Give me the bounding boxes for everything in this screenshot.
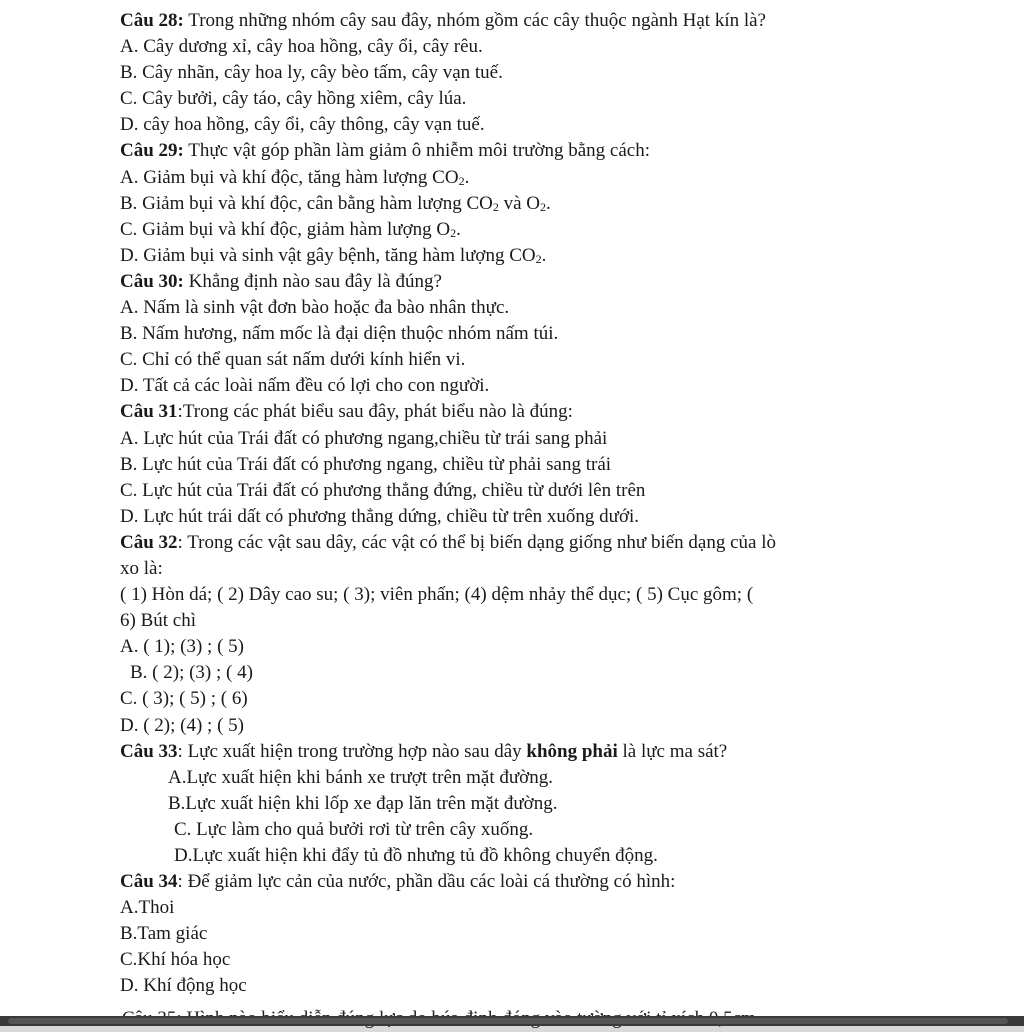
option-b: B.Lực xuất hiện khi lốp xe đạp lăn trên mặt đường.: [168, 792, 558, 814]
option-d: D.Lực xuất hiện khi đẩy tủ đồ nhưng tủ đồ không chuyển động.: [174, 845, 658, 866]
scrollbar-thumb[interactable]: [8, 1018, 1008, 1024]
emphasis: không phải: [526, 740, 618, 762]
option-c: C. Lực làm cho quả bưởi rơi từ trên cây xuống.: [174, 818, 534, 840]
option-c: C. Cây bưởi, cây táo, cây hồng xiêm, cây lúa.: [120, 88, 467, 110]
question-label: Câu 32: [120, 531, 178, 553]
option-c: C.Khí hóa học: [120, 949, 231, 971]
option-d: D. Khí động học: [120, 975, 247, 997]
question-32-items-continued: 6) Bút chì: [120, 610, 196, 632]
option-b: B. Cây nhãn, cây hoa ly, cây bèo tấm, cây vạn tuế.: [120, 62, 503, 84]
option-d: D. ( 2); (4) ; ( 5): [120, 714, 244, 736]
option-a: A. Giảm bụi và khí độc, tăng hàm lượng $CO_2$.: [120, 166, 470, 188]
option-d: D. Tất cả các loài nấm đều có lợi cho con người.: [120, 375, 490, 397]
question-label: Câu 30:: [120, 270, 184, 292]
question-30: Câu 30: Khẳng định nào sau đây là đúng?: [120, 270, 442, 292]
option-a: A. ( 1); (3) ; ( 5): [120, 636, 244, 658]
document-content: [120, 8, 920, 1000]
option-b: B.Tam giác: [120, 923, 208, 945]
question-32: Câu 32: Trong các vật sau dây, các vật có thể bị biến dạng giống như biến dạng của lò: [120, 531, 776, 553]
option-a: A. Cây dương xỉ, cây hoa hồng, cây ổi, cây rêu.: [120, 36, 483, 58]
option-c: C. Chỉ có thể quan sát nấm dưới kính hiển vi.: [120, 349, 466, 371]
horizontal-scrollbar[interactable]: [0, 1016, 1024, 1026]
question-label: Câu 31: [120, 401, 178, 423]
question-label: Câu 34: [120, 871, 178, 893]
question-33: Câu 33: Lực xuất hiện trong trường hợp nào sau dây không phải là lực ma sát?: [120, 740, 728, 762]
option-d: D. Lực hút trái dất có phương thẳng dứng, chiều từ trên xuống dưới.: [120, 505, 640, 527]
option-b: B. ( 2); (3) ; ( 4): [130, 662, 253, 684]
option-a: A.Thoi: [120, 897, 175, 919]
option-b: B. Nấm hương, nấm mốc là đại diện thuộc nhóm nấm túi.: [120, 323, 559, 345]
question-label: Câu 33: [120, 740, 178, 762]
question-32-continued: xo là:: [120, 557, 163, 579]
question-28: Câu 28: Trong những nhóm cây sau đây, nhóm gồm các cây thuộc ngành Hạt kín là?: [120, 10, 766, 31]
option-c: C. Lực hút của Trái đất có phương thẳng đứng, chiều từ dưới lên trên: [120, 479, 646, 501]
option-c: C. ( 3); ( 5) ; ( 6): [120, 688, 248, 710]
question-32-items: ( 1) Hòn dá; ( 2) Dây cao su; ( 3); viên phấn; (4) dệm nhảy thể dục; ( 5) Cục gôm; (: [120, 584, 754, 606]
option-a: A. Nấm là sinh vật đơn bào hoặc đa bào nhân thực.: [120, 297, 510, 319]
question-34: Câu 34: Để giảm lực cản của nước, phần dầu các loài cá thường có hình:: [120, 871, 676, 893]
option-b: B. Giảm bụi và khí độc, cân bằng hàm lượng $CO_2$ và $O_2$.: [120, 192, 551, 214]
option-d: D. Giảm bụi và sinh vật gây bệnh, tăng hàm lượng $CO_2$.: [120, 244, 547, 266]
question-31: Câu 31:Trong các phát biểu sau đây, phát biểu nào là đúng:: [120, 401, 573, 423]
question-29: Câu 29: Thực vật góp phần làm giảm ô nhiễm môi trường bằng cách:: [120, 140, 651, 162]
option-b: B. Lực hút của Trái đất có phương ngang, chiều từ phải sang trái: [120, 453, 612, 475]
question-35-cutoff: [122, 1006, 756, 1016]
option-a: A. Lực hút của Trái đất có phương ngang,chiều từ trái sang phải: [120, 427, 608, 449]
option-a: A.Lực xuất hiện khi bánh xe trượt trên mặt đường.: [168, 766, 553, 788]
question-label: Câu 28:: [120, 10, 184, 31]
option-d: D. cây hoa hồng, cây ổi, cây thông, cây vạn tuế.: [120, 114, 485, 136]
question-label: Câu 29:: [120, 140, 184, 162]
option-c: C. Giảm bụi và khí độc, giảm hàm lượng $O_2$.: [120, 218, 461, 240]
